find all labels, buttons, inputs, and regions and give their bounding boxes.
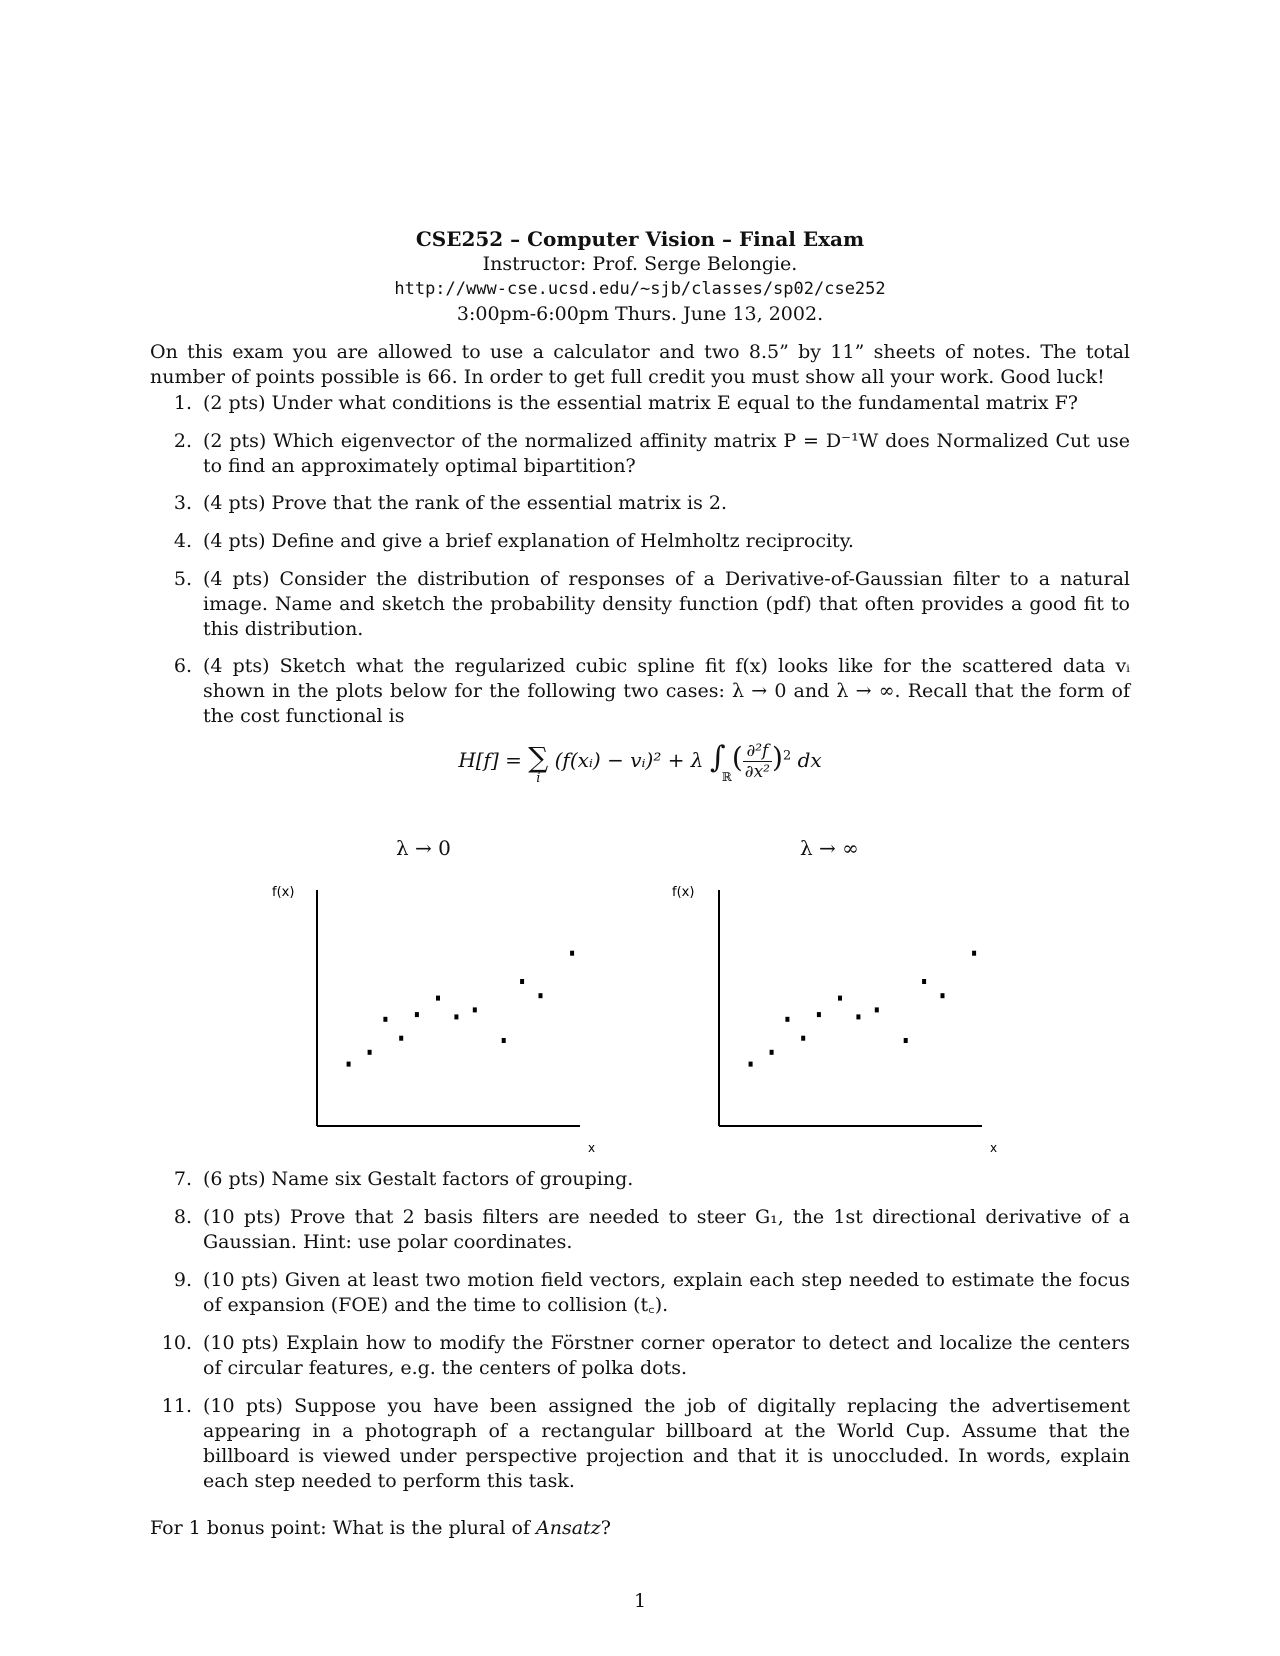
bonus-question xyxy=(150,1516,611,1541)
data-point xyxy=(904,1038,908,1043)
question-number: 2. xyxy=(173,430,192,452)
data-point xyxy=(502,1038,506,1043)
question-text: (4 pts) Sketch what the regularized cubic spline fit f(x) looks like for the scattered data vᵢ shown in the plots below for the following two cases: λ → 0 and λ → ∞. Recall that the form of the cost functional is xyxy=(203,655,1130,727)
question-number: 10. xyxy=(161,1332,192,1354)
question-text: (2 pts) Under what conditions is the essential matrix E equal to the fundamental matrix F? xyxy=(203,392,1078,414)
bonus-text: For 1 bonus point: What is the plural of xyxy=(150,1517,530,1539)
data-point xyxy=(838,996,842,1001)
formula-term: (f(xᵢ) − vᵢ)² + λ xyxy=(554,748,704,772)
question-4 xyxy=(150,529,1130,554)
question-number: 7. xyxy=(173,1168,192,1190)
formula-sum-symbol: ∑ xyxy=(528,741,549,774)
formula-dx: dx xyxy=(797,748,822,772)
question-text: (10 pts) Given at least two motion field vectors, explain each step needed to estimate the focus of expansion (FOE) and the time to collision (t꜀). xyxy=(203,1269,1130,1316)
question-text: (10 pts) Explain how to modify the Förstner corner operator to detect and localize the centers of circular features, e.g. the centers of polka dots. xyxy=(203,1332,1130,1379)
question-text: (2 pts) Which eigenvector of the normalized affinity matrix P = D⁻¹W does Normalized Cut use to find an approximately optimal bipartition? xyxy=(203,430,1130,477)
data-point xyxy=(415,1012,419,1017)
question-1 xyxy=(150,391,1130,416)
data-points xyxy=(749,951,977,1067)
data-point xyxy=(368,1050,372,1055)
data-point xyxy=(399,1036,403,1041)
formula-frac-den: ∂x² xyxy=(744,762,770,782)
formula-power: 2 xyxy=(782,748,792,764)
cost-functional-formula: H[f] = ∑ i (f(xᵢ) − vᵢ)² + λ ∫ ℝ ( $\frac{\text{∂²f}}{\text{∂x²}}$ )$^2$ dx xyxy=(458,740,822,786)
data-point xyxy=(436,996,440,1001)
question-2 xyxy=(150,429,1130,479)
formula-integral-symbol: ∫ xyxy=(709,740,726,775)
question-7 xyxy=(150,1167,1130,1192)
data-point xyxy=(347,1062,351,1067)
data-point xyxy=(473,1007,477,1012)
question-3 xyxy=(150,491,1130,516)
bonus-word: Ansatz xyxy=(536,1517,601,1539)
x-axis-label: x xyxy=(588,1141,596,1155)
question-10 xyxy=(150,1331,1130,1381)
question-number: 5. xyxy=(173,568,192,590)
data-point xyxy=(856,1014,860,1019)
question-text: (4 pts) Prove that the rank of the essential matrix is 2. xyxy=(203,492,728,514)
data-point xyxy=(941,993,945,998)
question-11 xyxy=(150,1394,1130,1494)
data-point xyxy=(785,1017,789,1022)
data-point xyxy=(875,1007,879,1012)
data-point xyxy=(972,951,976,956)
data-point xyxy=(770,1050,774,1055)
page-number: 1 xyxy=(633,1590,647,1612)
exam-header xyxy=(0,226,1280,327)
question-9 xyxy=(150,1268,1130,1318)
exam-instructions: On this exam you are allowed to use a calculator and two 8.5” by 11” sheets of notes. The total number of points possible is 66. In order to get full credit you must show all your work. Good luck! xyxy=(150,341,1130,388)
left-plot-label: λ → 0 xyxy=(396,836,451,860)
data-point xyxy=(570,951,574,956)
scatter-plot-right xyxy=(662,880,1022,1160)
question-text: (6 pts) Name six Gestalt factors of grouping. xyxy=(203,1168,634,1190)
data-point xyxy=(383,1017,387,1022)
data-points xyxy=(347,951,574,1067)
data-point xyxy=(922,979,926,984)
question-number: 6. xyxy=(173,655,192,677)
exam-title: CSE252 – Computer Vision – Final Exam xyxy=(415,227,865,251)
question-number: 9. xyxy=(173,1269,192,1291)
question-5 xyxy=(150,567,1130,642)
data-point xyxy=(539,993,543,998)
question-text: (10 pts) Prove that 2 basis filters are needed to steer G₁, the 1st directional derivative of a Gaussian. Hint: use polar coordinates. xyxy=(203,1206,1130,1253)
question-6 xyxy=(150,654,1130,729)
question-number: 11. xyxy=(161,1395,192,1417)
question-number: 4. xyxy=(173,530,192,552)
question-text: (10 pts) Suppose you have been assigned the job of digitally replacing the advertisement appearing in a photograph of a rectangular billboard at the World Cup. Assume that the billboard is viewed under perspective projection and that it is unoccluded. In words, explain each step needed to perform this task. xyxy=(203,1395,1130,1492)
formula-fraction xyxy=(743,741,772,782)
data-point xyxy=(749,1062,753,1067)
question-text: (4 pts) Define and give a brief explanation of Helmholtz reciprocity. xyxy=(203,530,854,552)
formula-lhs: H[f] = xyxy=(458,748,522,772)
formula-sum-index: i xyxy=(536,771,541,786)
formula-domain: ℝ xyxy=(721,770,732,784)
instructor-line: Instructor: Prof. Serge Belongie. xyxy=(482,253,798,275)
exam-time: 3:00pm-6:00pm Thurs. June 13, 2002. xyxy=(456,303,824,325)
data-point xyxy=(817,1012,821,1017)
data-point xyxy=(801,1036,805,1041)
question-number: 8. xyxy=(173,1206,192,1228)
course-url: http://www-cse.ucsd.edu/~sjb/classes/sp02/cse252 xyxy=(394,279,886,299)
data-point xyxy=(520,979,524,984)
formula-frac-num: ∂²f xyxy=(743,741,772,762)
question-number: 3. xyxy=(173,492,192,514)
y-axis-label: f(x) xyxy=(272,885,295,900)
x-axis-label: x xyxy=(990,1141,998,1155)
bonus-end: ? xyxy=(600,1517,611,1539)
right-plot-label: λ → ∞ xyxy=(800,836,859,860)
question-number: 1. xyxy=(173,392,192,414)
data-point xyxy=(454,1014,458,1019)
scatter-plot-left xyxy=(260,880,620,1160)
y-axis-label: f(x) xyxy=(672,885,695,900)
question-8 xyxy=(150,1205,1130,1255)
question-text: (4 pts) Consider the distribution of responses of a Derivative-of-Gaussian filter to a natural image. Name and sketch the probability density function (pdf) that often provides a good fit to this distribution. xyxy=(203,568,1130,640)
